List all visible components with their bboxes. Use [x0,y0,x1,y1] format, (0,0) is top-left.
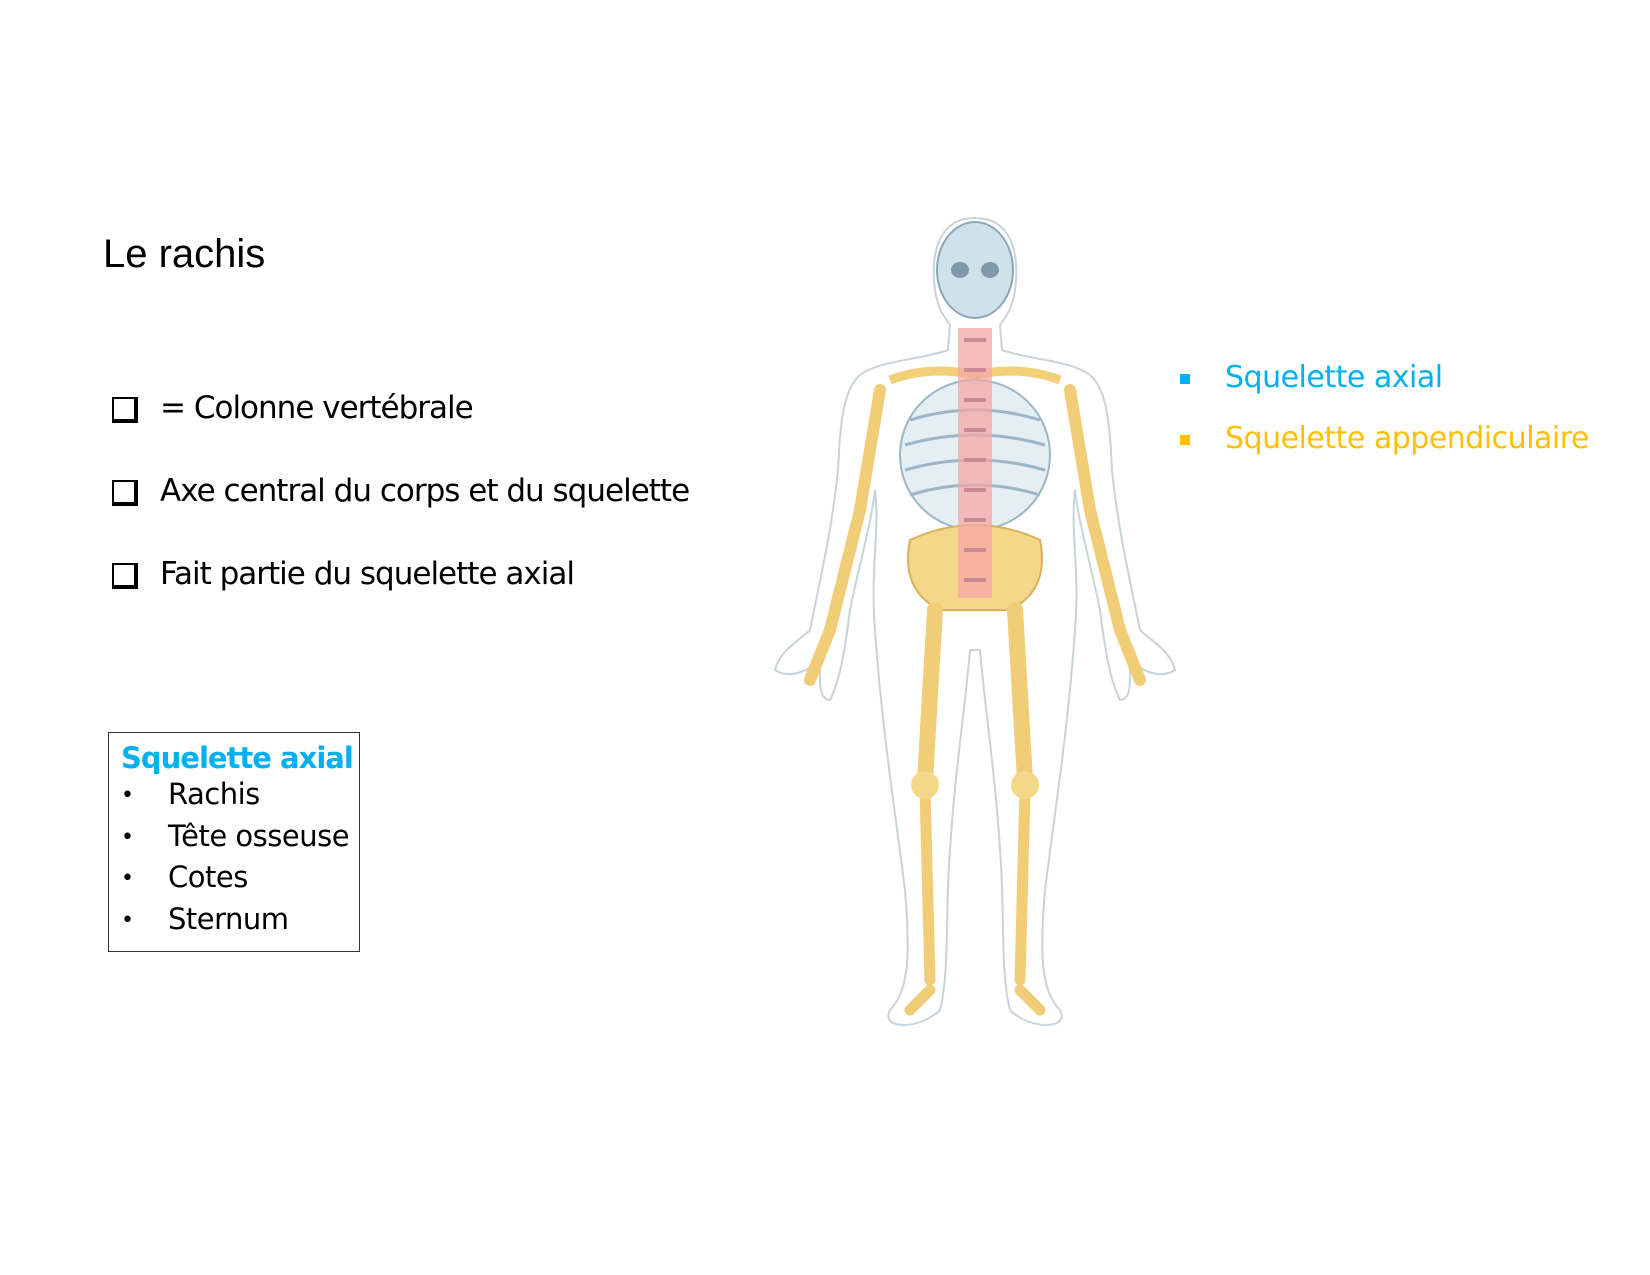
checklist [112,390,689,639]
box-item-text: Tête osseuse [168,818,350,853]
box-item-text: Cotes [168,860,248,894]
box-item [121,902,359,944]
legend-label: Squelette appendiculaire [1225,421,1589,456]
slide-title: Le rachis [103,232,266,276]
box-item-text: Rachis [168,777,260,811]
box-item-text: Sternum [168,901,289,936]
skull [937,222,1013,318]
square-bullet-icon [1180,435,1190,445]
legend [1180,360,1589,482]
box-item [121,819,359,861]
checklist-text: Fait partie du squelette axial [160,556,574,592]
box-item [121,777,359,819]
checklist-item [112,556,689,639]
legend-item-appendicular [1180,421,1589,482]
checkbox-icon [112,480,138,506]
checkbox-icon [112,397,138,423]
checklist-item [112,473,689,556]
bullet-icon: • [121,907,134,933]
checklist-text: Axe central du corps et du squelette [160,473,690,509]
checkbox-icon [112,563,138,589]
axial-skeleton-box [108,732,360,952]
legend-label: Squelette axial [1225,360,1443,395]
bullet-icon: • [121,783,134,808]
checklist-item [112,390,689,473]
checklist-text: = Colonne vertébrale [160,390,473,426]
bullet-icon: • [121,824,134,850]
bullet-icon: • [121,866,134,891]
box-item [121,860,359,902]
square-bullet-icon [1180,374,1190,384]
legend-item-axial [1180,360,1589,421]
box-heading: Squelette axial [121,741,353,775]
skeleton-illustration [770,210,1180,1080]
